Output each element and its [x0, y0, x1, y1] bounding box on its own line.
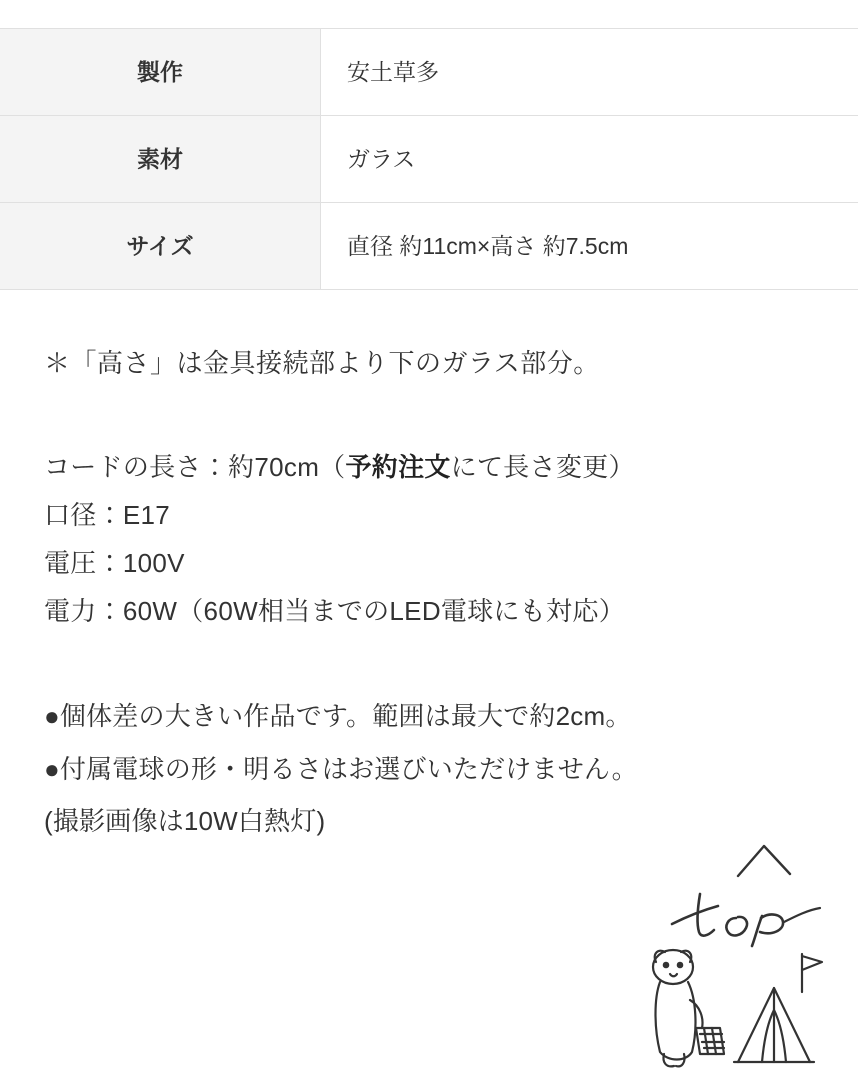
- flag-icon: [802, 954, 822, 992]
- voltage-line: 電圧：100V: [44, 548, 185, 578]
- spec-value-size: 直径 約11cm×高さ 約7.5cm: [321, 203, 858, 290]
- table-row: [0, 203, 858, 290]
- back-to-top-button[interactable]: [634, 840, 834, 1080]
- note-photo-bulb: (撮影画像は10W白熱灯): [44, 806, 326, 837]
- tent-icon: [734, 988, 814, 1062]
- bear-icon: [653, 950, 724, 1066]
- spec-label-material: 素材: [0, 116, 321, 203]
- note-bulb-selection: ●付属電球の形・明るさはお選びいただけません。: [44, 753, 638, 784]
- mascot-illustration: [634, 936, 834, 1076]
- table-row: [0, 29, 858, 116]
- table-row: [0, 116, 858, 203]
- specification-table: [0, 28, 858, 290]
- preorder-emphasis: 予約注文: [345, 452, 451, 482]
- chevron-up-icon[interactable]: [734, 840, 794, 880]
- spec-value-maker: 安土草多: [321, 29, 858, 116]
- note-individual-difference: ●個体差の大きい作品です。範囲は最大で約2cm。: [44, 701, 632, 731]
- caution-notes: [44, 694, 804, 844]
- spec-label-size: サイズ: [0, 203, 321, 290]
- body-copy: [44, 350, 804, 844]
- power-line: 電力：60W（60W相当までのLED電球にも対応）: [44, 596, 625, 626]
- cord-length-suffix: にて長さ変更）: [450, 452, 635, 482]
- cord-length-line: [44, 454, 804, 480]
- electrical-spec-list: [44, 454, 804, 624]
- socket-line: 口径：E17: [44, 500, 171, 530]
- spec-value-material: ガラス: [321, 116, 858, 203]
- height-note: ＊「高さ」は金具接続部より下のガラス部分。: [44, 348, 600, 378]
- cord-length-prefix: コードの長さ：約70cm（: [44, 452, 346, 482]
- spec-label-maker: 製作: [0, 29, 321, 116]
